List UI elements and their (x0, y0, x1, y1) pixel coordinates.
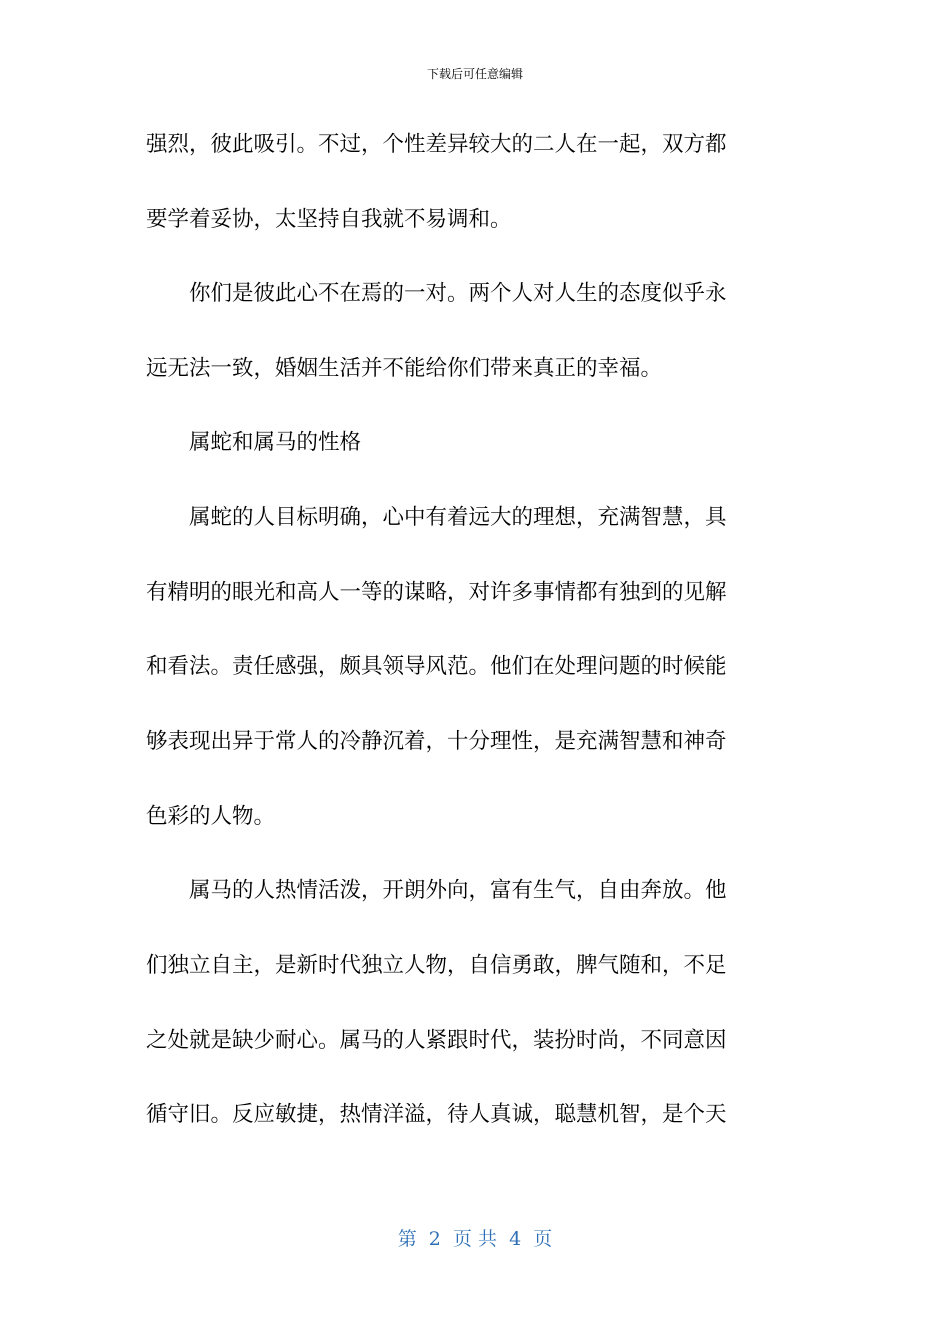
text-line: 属蛇的人目标明确，心中有着远大的理想，充满智慧，具 (146, 505, 727, 530)
text-line: 强烈，彼此吸引。不过，个性差异较大的二人在一起，双方都 (146, 132, 727, 157)
text-line: 远无法一致，婚姻生活并不能给你们带来真正的幸福。 (146, 356, 663, 381)
text-line: 和看法。责任感强，颇具领导风范。他们在处理问题的时候能 (146, 654, 727, 679)
text-line: 们独立自主，是新时代独立人物，自信勇敢，脾气随和，不足 (146, 953, 727, 978)
page-header: 下载后可任意编辑 (426, 67, 523, 81)
text-line: 色彩的人物。 (146, 804, 276, 829)
section-heading: 属蛇和属马的性格 (146, 430, 362, 455)
text-line: 你们是彼此心不在焉的一对。两个人对人生的态度似乎永 (146, 281, 727, 306)
page-number-footer: 第 2 页 共 4 页 (397, 1228, 553, 1250)
text-line: 属马的人热情活泼，开朗外向，富有生气，自由奔放。他 (146, 878, 727, 903)
text-line: 有精明的眼光和高人一等的谋略，对许多事情都有独到的见解 (146, 580, 727, 605)
text-line: 之处就是缺少耐心。属马的人紧跟时代，装扮时尚，不同意因 (146, 1028, 727, 1053)
text-line: 循守旧。反应敏捷，热情洋溢，待人真诚，聪慧机智，是个天 (146, 1102, 727, 1127)
text-line: 够表现出异于常人的冷静沉着，十分理性，是充满智慧和神奇 (146, 729, 727, 754)
text-line: 要学着妥协，太坚持自我就不易调和。 (146, 207, 512, 232)
